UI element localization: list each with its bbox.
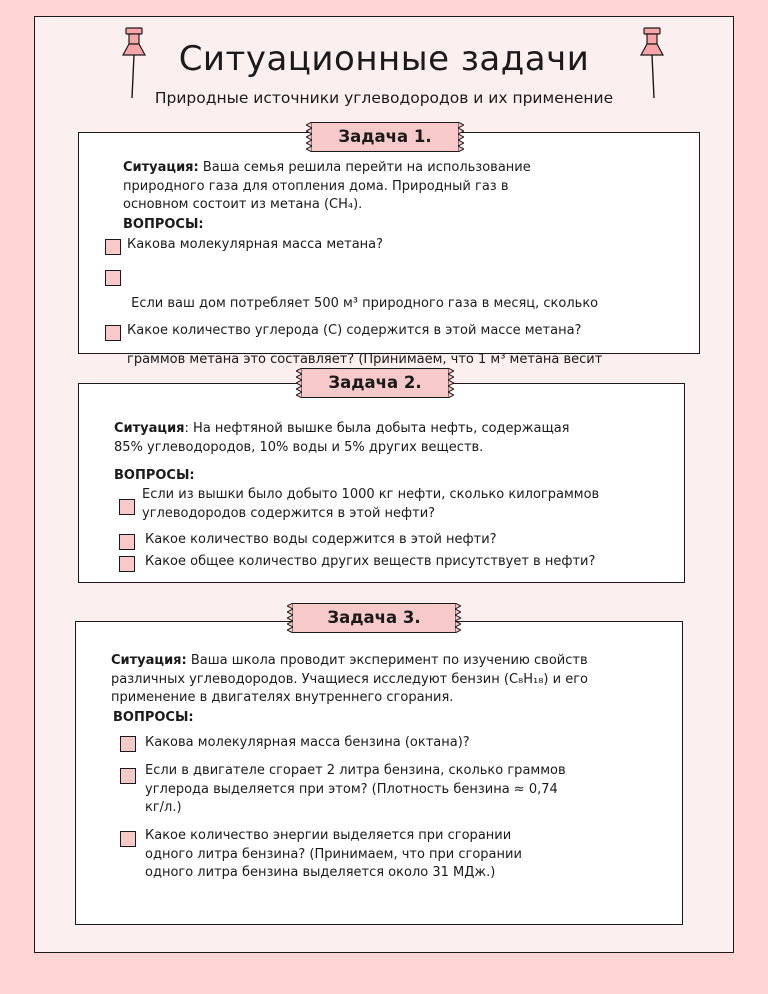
checkbox-icon[interactable] — [120, 768, 136, 784]
question-text: Какое количество углерода (C) содержится в этой массе метана? — [127, 323, 582, 338]
situation-text: Ситуация: Ваша школа проводит эксперимент по изучению свойств различных углеводородов. Учащиеся исследуют бензин (C₈H₁₈) и его применение в двигателях внутреннего сгорания. — [111, 653, 588, 705]
task-title-tag — [301, 368, 449, 398]
question-text: Какое количество воды содержится в этой нефти? — [145, 532, 497, 547]
questions-heading: ВОПРОСЫ: — [113, 710, 194, 725]
page-title: Ситуационные задачи — [178, 39, 590, 79]
task-card-3 — [75, 608, 683, 925]
question-text: Если из вышки было добыто 1000 кг нефти, сколько килограммов углеводородов содержится в этой нефти? — [142, 487, 600, 521]
checkbox-icon[interactable] — [120, 736, 136, 752]
task-card-2 — [78, 373, 685, 583]
checkbox-icon[interactable] — [105, 239, 121, 255]
situation-label: Ситуация — [114, 421, 185, 436]
checkbox-icon[interactable] — [105, 325, 121, 341]
task-title: Задача 1. — [338, 127, 432, 146]
task-title-tag — [292, 603, 456, 633]
task-title: Задача 3. — [327, 608, 421, 627]
situation-text: Ситуация: На нефтяной вышке была добыта нефть, содержащая 85% углеводородов, 10% воды и 5% других веществ. — [114, 421, 570, 455]
situation-text: Ситуация: Ваша семья решила перейти на использование природного газа для отопления дома. Природный газ в основном состоит из метана (CH₄). — [123, 160, 531, 212]
question-text: Какова молекулярная масса бензина (октана)? — [145, 735, 470, 750]
page-subtitle: Природные источники углеводородов и их применение — [154, 89, 614, 107]
checkbox-icon[interactable] — [120, 831, 136, 847]
checkbox-icon[interactable] — [105, 270, 121, 286]
checkbox-icon[interactable] — [119, 534, 135, 550]
questions-heading: ВОПРОСЫ: — [123, 217, 204, 232]
task-title: Задача 2. — [328, 373, 422, 392]
question-text: Какое количество энергии выделяется при сгорании одного литра бензина? (Принимаем, что при сгорании одного литра бензина выделяется около 31 МДж.) — [145, 828, 522, 880]
questions-heading: ВОПРОСЫ: — [114, 468, 195, 483]
task-card-1 — [78, 127, 700, 367]
situation-label: Ситуация: — [123, 160, 199, 175]
question-text: Какое общее количество других веществ присутствует в нефти? — [145, 554, 596, 569]
question-text: Какова молекулярная масса метана? — [127, 237, 384, 252]
task-title-tag — [311, 122, 459, 152]
worksheet — [34, 16, 734, 953]
checkbox-icon[interactable] — [119, 556, 135, 572]
checkbox-icon[interactable] — [119, 499, 135, 515]
question-text: Если в двигателе сгорает 2 литра бензина, сколько граммов углерода выделяется при этом? (Плотность бензина ≈ 0,74 кг/л.) — [145, 763, 566, 815]
question-text: Если ваш дом потребляет 500 м³ природного газа в месяц, сколько граммов метана это составляет? (Принимаем, что 1 м³ метана весит — [127, 296, 603, 367]
situation-label: Ситуация: — [111, 653, 187, 668]
